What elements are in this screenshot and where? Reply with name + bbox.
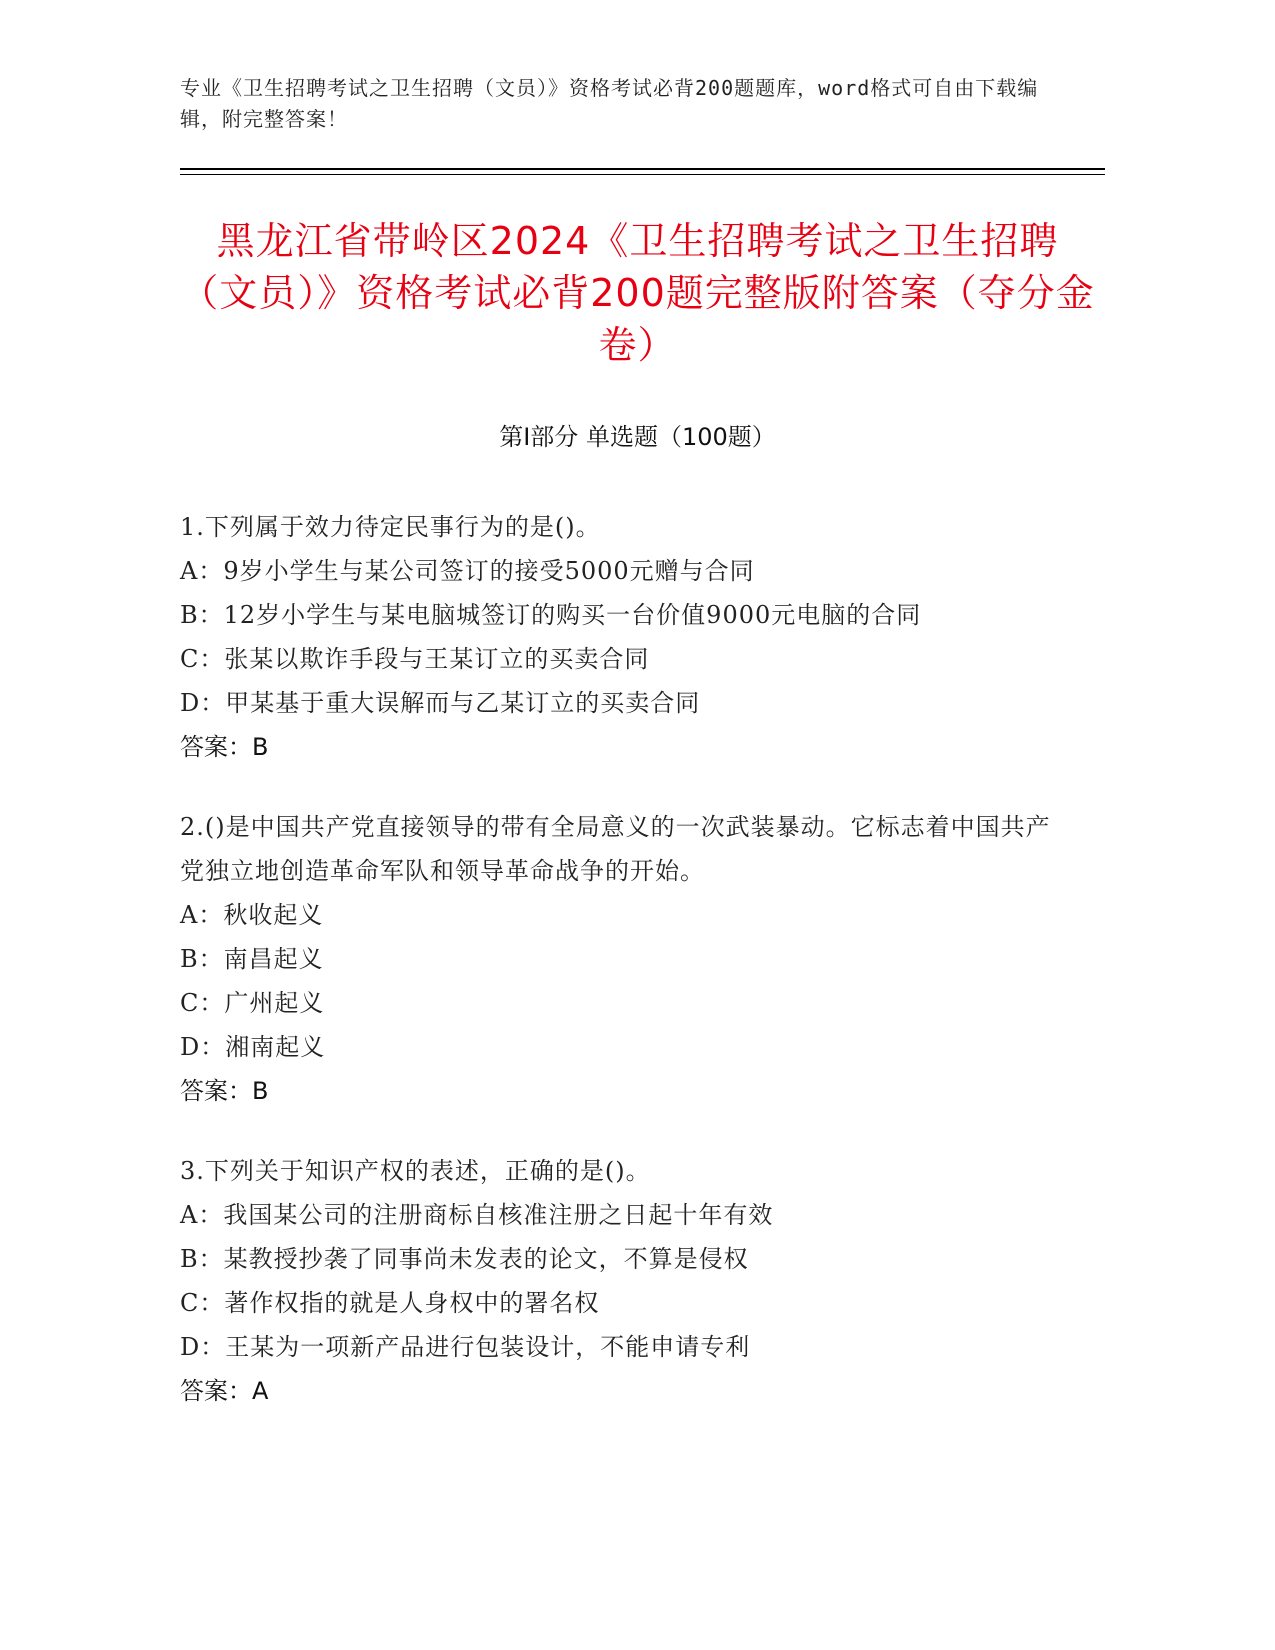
option-d: D：湘南起义 [180, 1033, 326, 1061]
question-stem: 1.下列属于效力待定民事行为的是()。 [180, 513, 601, 541]
option-d: D：甲某基于重大误解而与乙某订立的买卖合同 [180, 689, 701, 717]
document-title: 黑龙江省带岭区2024《卫生招聘考试之卫生招聘（文员）》资格考试必背200题完整版附答案（夺分金卷） [180, 219, 1095, 367]
option-c: C：著作权指的就是人身权中的署名权 [180, 1289, 600, 1317]
question-3 [180, 1149, 1060, 1413]
question-stem: 2.()是中国共产党直接领导的带有全局意义的一次武装暴动。它标志着中国共产党独立地创造革命军队和领导革命战争的开始。 [180, 813, 1051, 885]
question-list [180, 505, 1060, 1449]
option-a: A：9岁小学生与某公司签订的接受5000元赠与合同 [180, 557, 755, 585]
option-d: D：王某为一项新产品进行包装设计，不能申请专利 [180, 1333, 751, 1361]
option-c: C：张某以欺诈手段与王某订立的买卖合同 [180, 645, 650, 673]
option-a: A：秋收起义 [180, 901, 324, 929]
option-b: B：12岁小学生与某电脑城签订的购买一台价值9000元电脑的合同 [180, 601, 922, 629]
question-stem: 3.下列关于知识产权的表述，正确的是()。 [180, 1157, 651, 1185]
option-b: B：某教授抄袭了同事尚未发表的论文，不算是侵权 [180, 1245, 749, 1273]
answer-line: 答案：B [180, 733, 269, 761]
section-title: 第Ⅰ部分 单选题（100题） [499, 423, 776, 451]
answer-line: 答案：A [180, 1377, 269, 1405]
option-a: A：我国某公司的注册商标自核准注册之日起十年有效 [180, 1201, 774, 1229]
question-2 [180, 805, 1060, 1113]
header-rule-thick [180, 168, 1105, 170]
header-rule-thin [180, 174, 1105, 175]
header-note: 专业《卫生招聘考试之卫生招聘（文员）》资格考试必背200题题库，word格式可自由下载编辑，附完整答案！ [180, 76, 1039, 131]
question-1 [180, 505, 1060, 769]
option-b: B：南昌起义 [180, 945, 324, 973]
answer-line: 答案：B [180, 1077, 269, 1105]
option-c: C：广州起义 [180, 989, 325, 1017]
